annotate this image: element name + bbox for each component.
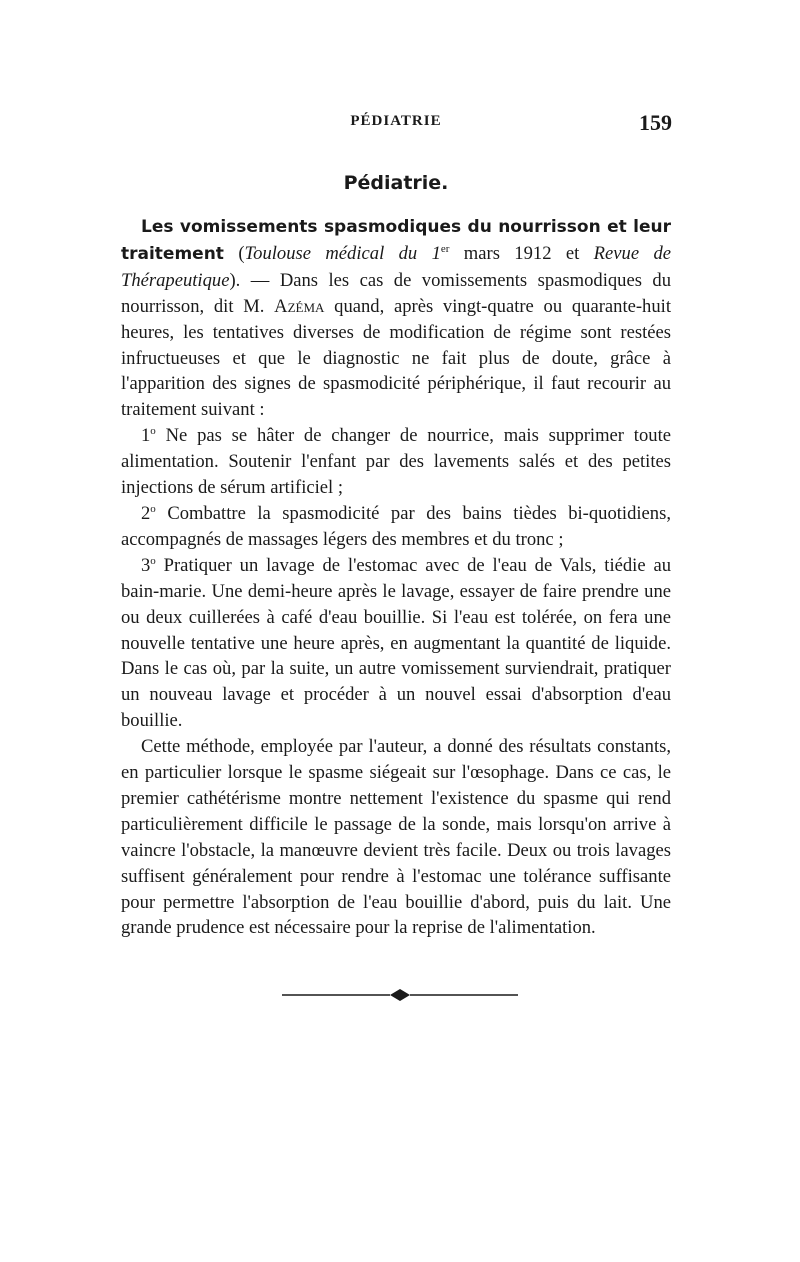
step-1-number: 1 <box>141 425 151 447</box>
step-1-sup: o <box>150 425 156 438</box>
step-3-paragraph <box>121 553 671 734</box>
author-name: Azéma <box>274 295 325 317</box>
article-body <box>121 214 671 941</box>
running-title: PÉDIATRIE <box>350 113 442 129</box>
intro-text-after-author: quand, après vingt-quatre ou quarante-huit heures, les tentatives diverses de modification de régime sont restées infructueuses et que le diagnostic ne fait plus de doute, grâce à l'apparition des signes de spasmodicité périphérique, il faut recourir au traitement suivant : <box>121 295 671 421</box>
step-2-number: 2 <box>141 502 151 524</box>
step-2-text: Combattre la spasmodicité par des bains tièdes bi-quotidiens, accompagnés de massages légers des membres et du tronc ; <box>121 502 671 550</box>
fleuron-separator-icon <box>282 988 518 1002</box>
step-3-text: Pratiquer un lavage de l'estomac avec de l'eau de Vals, tiédie au bain-marie. Une demi-heure après le lavage, essayer de faire prendre une ou deux cuillerées à café d'eau bouillie. Si l'eau est tolérée, on fera une nouvelle tentative une heure après, en augmentant la quantité de liquide. Dans le cas où, par la suite, un autre vomissement surviendrait, pratiquer un nouveau lavage et procéder à un nouvel essai d'absorption d'eau bouillie. <box>121 554 671 732</box>
conclusion-paragraph: Cette méthode, employée par l'auteur, a donné des résultats constants, en particulier lorsque le spasme siégeait sur l'œsophage. Dans ce cas, le premier cathétérisme montre nettement l'existence du spasme qui rend particulièrement difficile le passage de la sonde, mais lorsqu'on arrive à vaincre l'obstacle, la manœuvre devient très facile. Deux ou trois lavages suffisent généralement pour rendre à l'estomac une tolérance suffisante pour permettre l'absorption de l'eau bouillie d'abord, puis du lait. Une grande prudence est nécessaire pour la reprise de l'alimentation. <box>121 736 671 939</box>
source-journal: Toulouse médical du 1 <box>244 242 441 264</box>
step-1-paragraph <box>121 423 671 501</box>
step-2-sup: o <box>150 502 156 515</box>
step-2-paragraph <box>121 501 671 553</box>
section-title: Pédiatrie. <box>343 172 449 194</box>
source-sup: er <box>440 242 450 255</box>
source-mid: mars 1912 et <box>449 242 594 264</box>
step-3-number: 3 <box>141 554 151 576</box>
page-number: 159 <box>639 110 672 135</box>
step-3-sup: o <box>150 554 156 567</box>
article-heading: Les vomissements spasmodiques du nourrisson et leur traitement <box>121 217 671 264</box>
article-intro-paragraph <box>121 214 671 423</box>
source-journal-2: Revue de Thérapeutique <box>121 242 672 291</box>
source-close: ). — <box>229 269 280 291</box>
source-open: ( <box>223 242 245 264</box>
running-head <box>120 110 672 141</box>
intro-text-before-author: Dans les cas de vomissements spasmodiques du nourrisson, dit M. <box>121 269 671 317</box>
step-1-text: Ne pas se hâter de changer de nourrice, mais supprimer toute alimentation. Soutenir l'enfant par des lavements salés et des petites injections de sérum artificiel ; <box>121 425 671 499</box>
